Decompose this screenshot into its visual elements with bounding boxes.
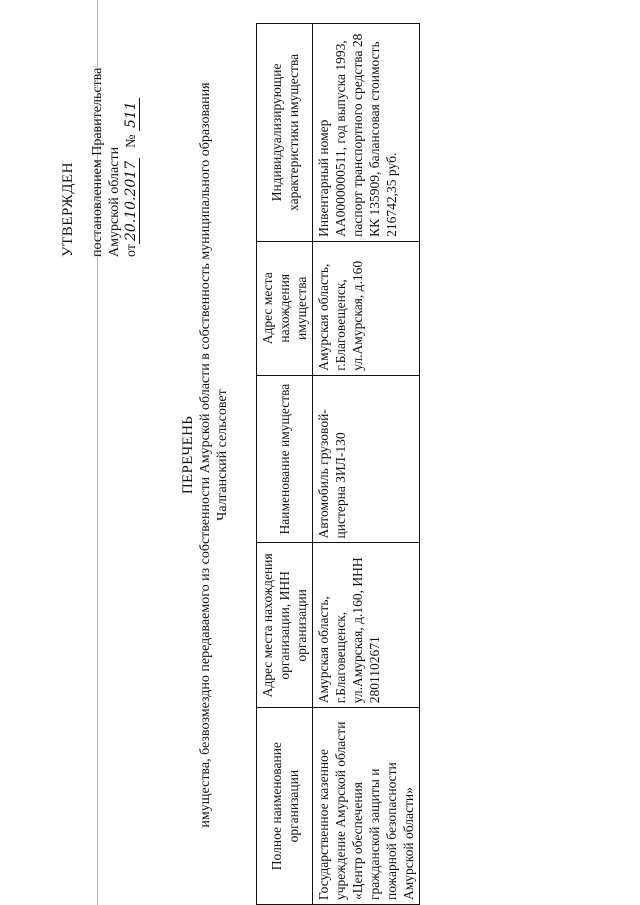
property-table [256,23,420,905]
municipality-name: Чалганский сельсовет [215,389,230,521]
document-subtitle: имущества, безвозмездно передаваемого из собственности Амурской области в собственность муниципального образования [198,82,213,828]
organization-address-cell: Амурская область, г.Благовещенск, ул.Амурская, д.160, ИНН 2801102671 [313,543,420,708]
table-row [313,24,420,905]
column-header: Индивидуализирующие характеристики имущества [257,24,313,242]
column-header: Адрес места нахождения организации, ИНН организации [257,543,313,708]
approval-line-1: постановлением Правительства [90,67,105,257]
date-prefix: от [124,244,139,257]
property-name-cell: Автомобиль грузовой-цистерна ЗИЛ-130 [313,375,420,543]
column-header: Наименование имущества [257,375,313,543]
approval-stamp [60,17,140,257]
number-prefix: № [124,134,139,148]
approval-date-line [123,17,140,257]
approval-line-2: Амурской области [107,146,122,257]
approval-word: УТВЕРЖДЕН [60,162,76,257]
approval-date: 20.10.2017 [123,158,140,244]
column-header: Полное наименование организации [257,708,313,905]
approval-number: 511 [123,98,140,131]
table-header-row [257,24,313,905]
column-header: Адрес места нахождения имущества [257,241,313,375]
document-heading [180,15,231,895]
document-title: ПЕРЕЧЕНЬ [180,415,196,495]
organization-name-cell: Государственное казенное учреждение Амурской области «Центр обеспечения гражданской защиты и пожарной безопасности Амурской области» [313,708,420,905]
property-address-cell: Амурская область, г.Благовещенск, ул.Амурская, д.160 [313,241,420,375]
property-characteristics-cell: Инвентарный номер АА0000000511, год выпуска 1993, паспорт транспортного средства 28 КК 135909, балансовая стоимость 216742,35 руб. [313,24,420,242]
